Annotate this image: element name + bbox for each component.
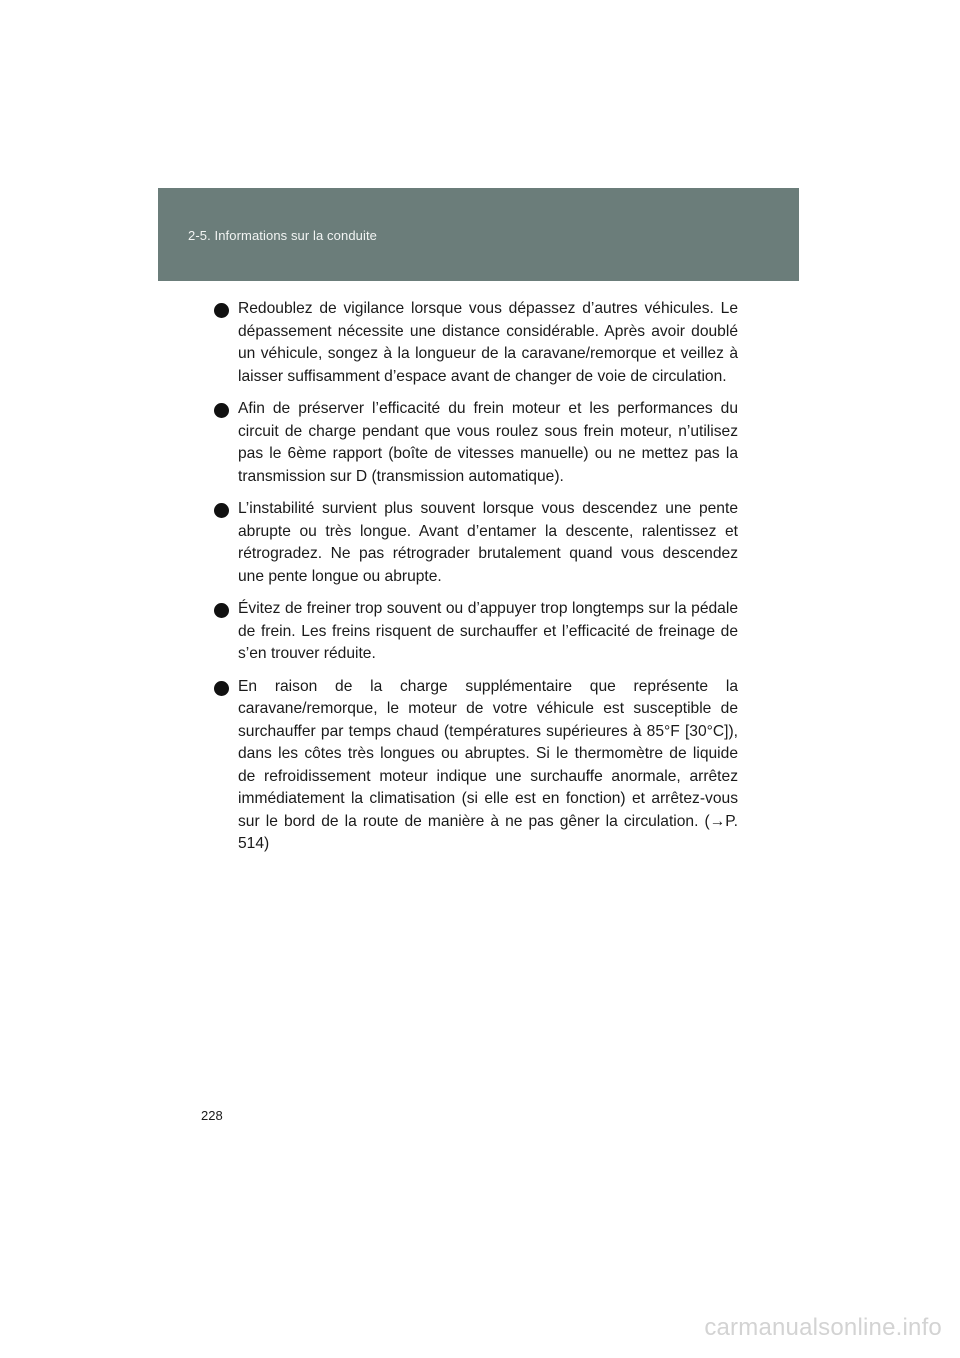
section-title: 2-5. Informations sur la conduite [188,228,378,243]
list-item [214,498,738,588]
list-item [214,598,738,666]
list-item-text: L’instabilité survient plus souvent lorsque vous descendez une pente abrupte ou très longue. Avant d’entamer la descente, ralentissez et rétrogradez. Ne pas rétrograder brutalement quand vous descendez une pente longue ou abrupte. [238,500,738,585]
list-item-text: Évitez de freiner trop souvent ou d’appuyer trop longtemps sur la pédale de frein. Les freins risquent de surchauffer et l’efficacité de freinage de s’en trouver réduite. [238,600,738,662]
list-item [214,398,738,488]
page-number: 228 [201,1108,223,1123]
list-item-text: Afin de préserver l’efficacité du frein moteur et les performances du circuit de charge pendant que vous roulez sous frein moteur, n’utilisez pas le 6ème rapport (boîte de vitesses manuelle) ou ne mettez pas la transmission sur D (transmission automatique). [238,400,738,485]
bullet-circle-icon [214,603,229,618]
watermark: carmanualsonline.info [704,1314,942,1341]
section-header-band [158,188,799,281]
bullet-circle-icon [214,503,229,518]
bullet-circle-icon [214,403,229,418]
bullet-list [214,298,738,866]
bullet-circle-icon [214,303,229,318]
list-item-text: En raison de la charge supplémentaire que représente la caravane/remorque, le moteur de votre véhicule est susceptible de surchauffer par temps chaud (températures supérieures à 85°F [30°C]), dans les côtes très longues ou abruptes. Si le thermomètre de liquide de refroidissement moteur indique une surchauffe anormale, arrêtez immédiatement la climatisation (si elle est en fonction) et arrêtez-vous sur le bord de la route de manière à ne pas gêner la circulation. (→P. 514) [238,677,738,852]
list-item [214,298,738,388]
list-item-text: Redoublez de vigilance lorsque vous dépassez d’autres véhicules. Le dépassement nécessite une distance considérable. Après avoir doublé un véhicule, songez à la longueur de la caravane/remorque et veillez à laisser suffisamment d’espace avant de changer de voie de circulation. [238,300,738,385]
bullet-circle-icon [214,681,229,696]
list-item [214,676,738,856]
